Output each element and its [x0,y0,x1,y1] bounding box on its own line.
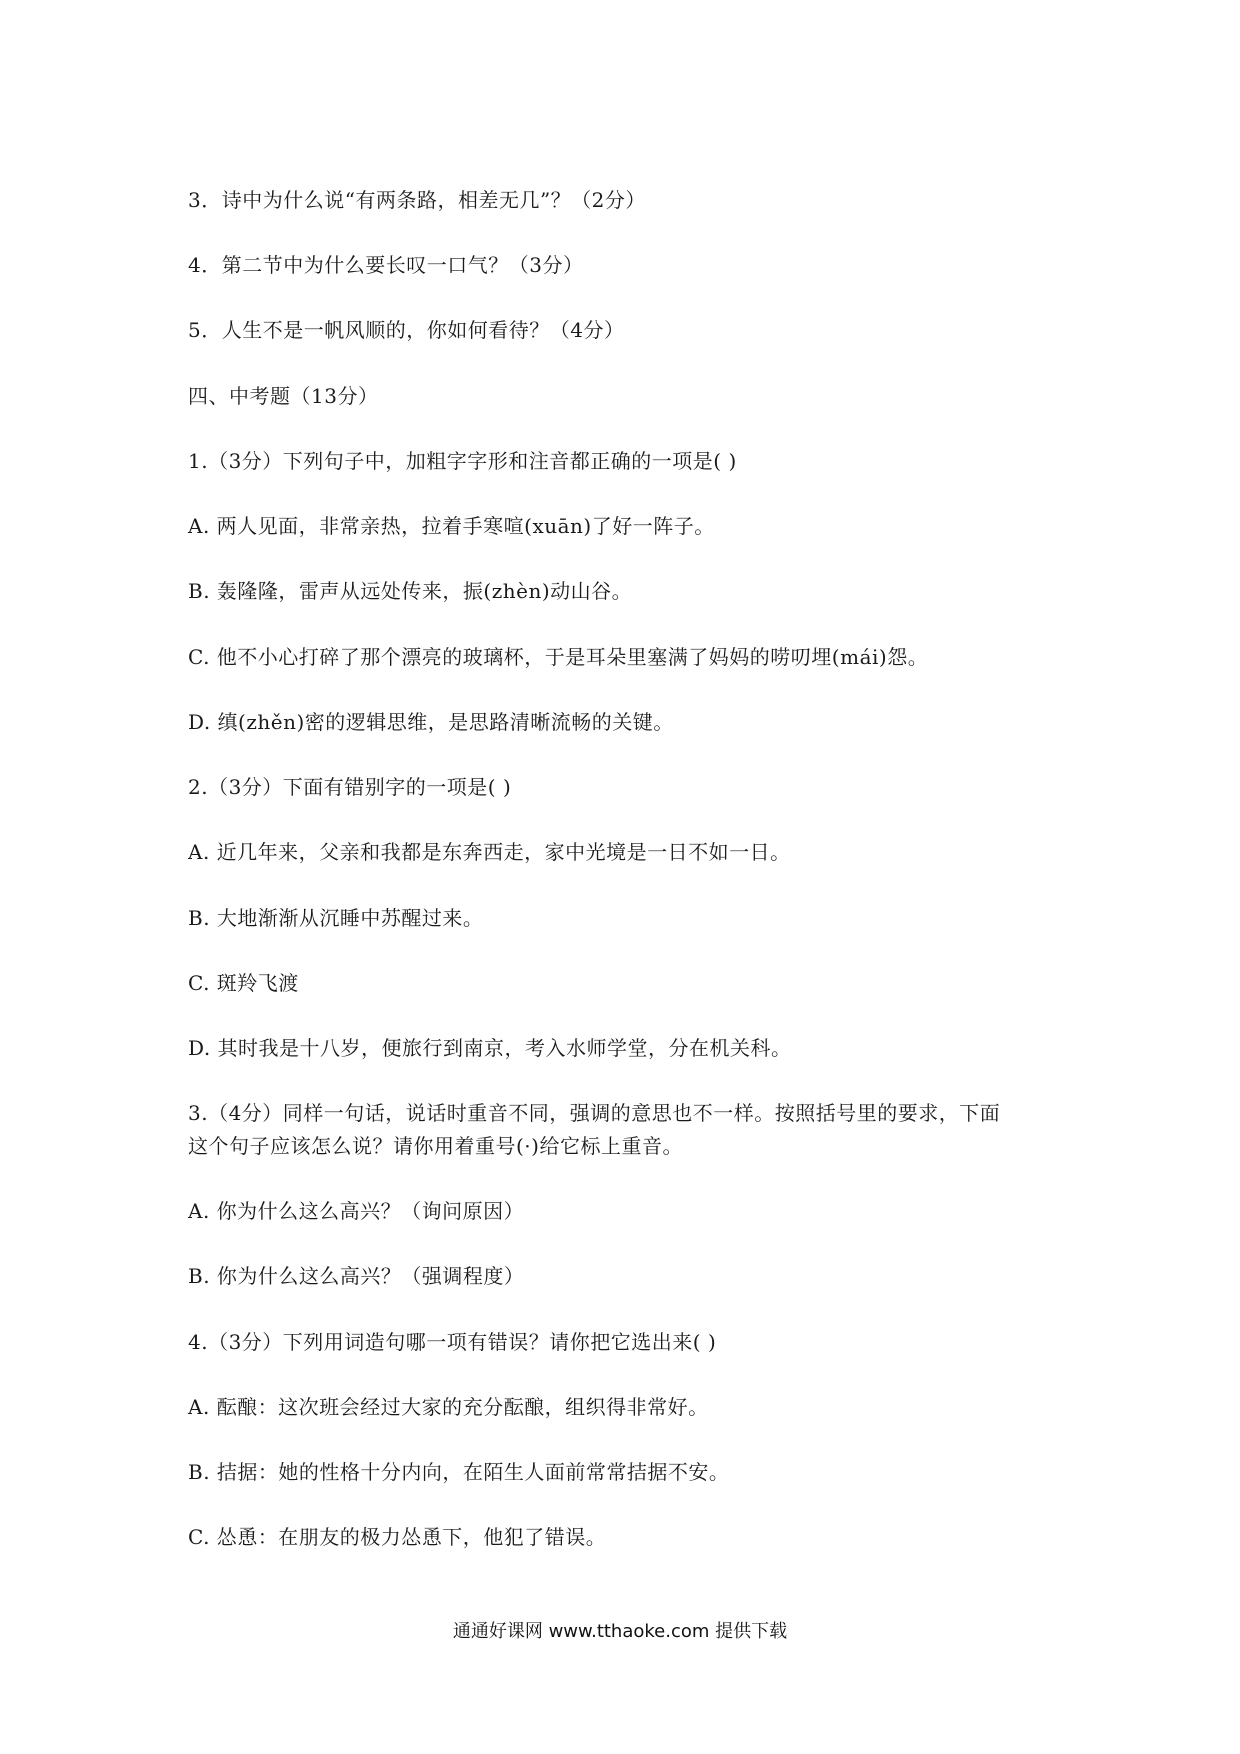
q3-option-b: B. 你为什么这么高兴？（强调程度） [188,1264,525,1288]
question-4: 4．第二节中为什么要长叹一口气？（3分） [188,253,584,277]
exam-question-3-line-1: 3.（4分）同样一句话，说话时重音不同，强调的意思也不一样。按照括号里的要求，下面 [188,1101,1001,1125]
page-footer: 通通好课网 www.tthaoke.com 提供下载 [452,1621,788,1642]
exam-question-3-line-2: 这个句子应该怎么说？请你用着重号(·)给它标上重音。 [188,1134,683,1158]
q1-option-b: B. 轰隆隆，雷声从远处传来，振(zhèn)动山谷。 [188,579,633,603]
q2-option-b: B. 大地渐渐从沉睡中苏醒过来。 [188,906,484,930]
q1-option-d: D. 缜(zhěn)密的逻辑思维，是思路清晰流畅的关键。 [188,710,674,734]
q2-option-c: C. 斑羚飞渡 [188,971,299,995]
exam-question-2: 2.（3分）下面有错别字的一项是( ) [188,775,512,799]
q1-option-a: A. 两人见面，非常亲热，拉着手寒喧(xuān)了好一阵子。 [188,514,715,538]
q4-option-a: A. 酝酿：这次班会经过大家的充分酝酿，组织得非常好。 [188,1395,709,1419]
q2-option-a: A. 近几年来，父亲和我都是东奔西走，家中光境是一日不如一日。 [188,840,791,864]
section-heading: 四、中考题（13分） [188,384,379,408]
q4-option-b: B. 拮据：她的性格十分内向，在陌生人面前常常拮据不安。 [188,1460,730,1484]
q2-option-d: D. 其时我是十八岁，便旅行到南京，考入水师学堂，分在机关科。 [188,1036,792,1060]
exam-question-1: 1.（3分）下列句子中，加粗字字形和注音都正确的一项是( ) [188,449,737,473]
question-3: 3．诗中为什么说“有两条路，相差无几”？（2分） [188,188,646,212]
q3-option-a: A. 你为什么这么高兴？（询问原因） [188,1199,525,1223]
exam-question-4: 4.（3分）下列用词造句哪一项有错误？请你把它选出来( ) [188,1330,717,1354]
question-5: 5．人生不是一帆风顺的，你如何看待？（4分） [188,318,625,342]
q4-option-c: C. 怂恿：在朋友的极力怂恿下，他犯了错误。 [188,1525,607,1549]
q1-option-c: C. 他不小心打碎了那个漂亮的玻璃杯，于是耳朵里塞满了妈妈的唠叨埋(mái)怨。 [188,645,929,669]
